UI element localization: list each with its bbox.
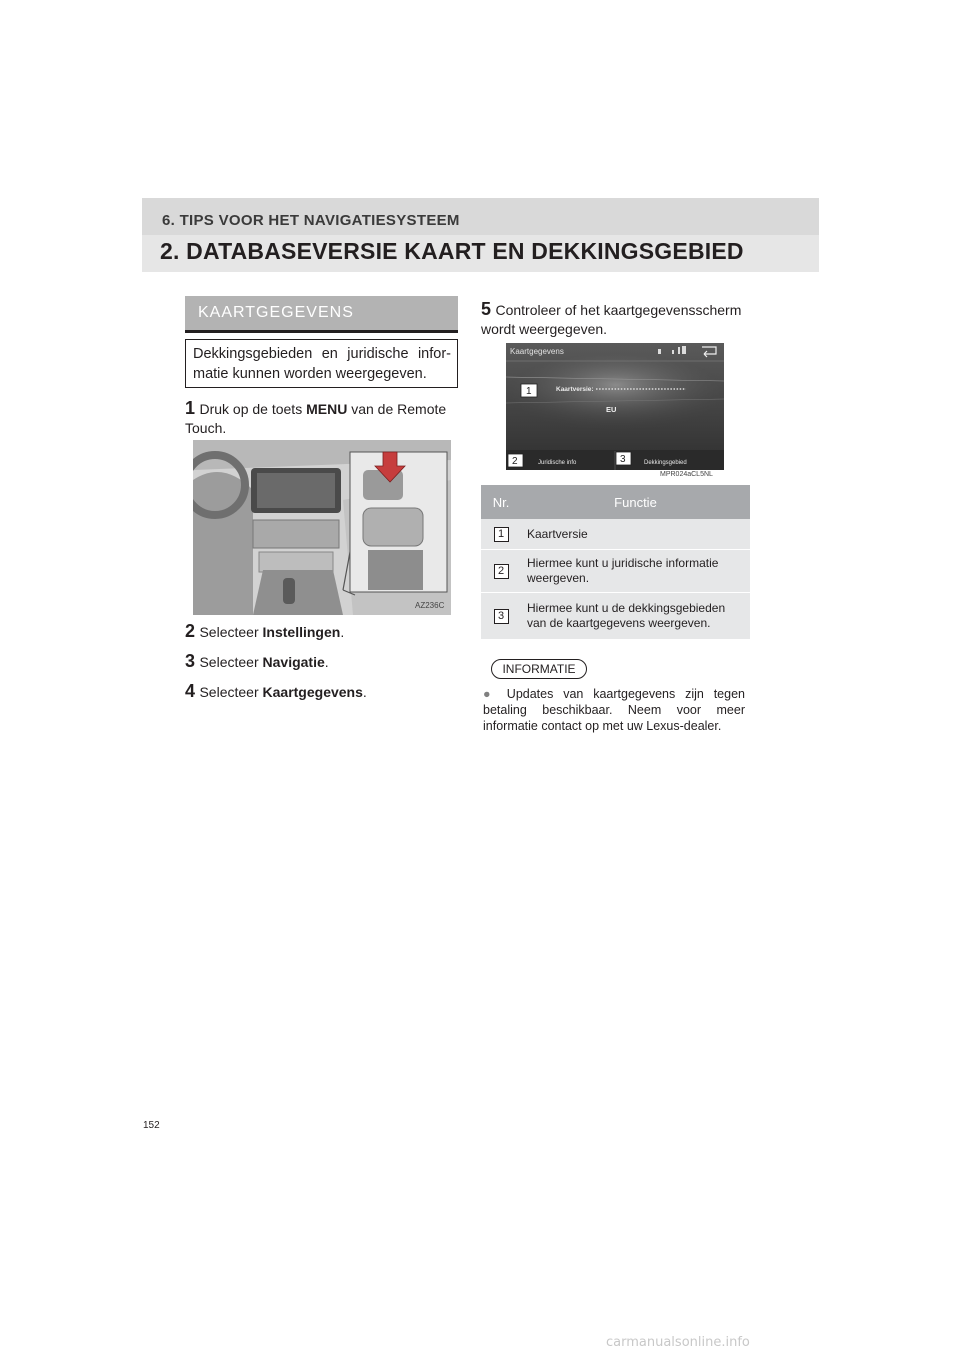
kaartgegevens-heading: KAARTGEGEVENS: [198, 304, 354, 321]
screen-title: Kaartgegevens: [510, 347, 564, 356]
version-label: Kaartversie:: [556, 386, 594, 393]
step-number: 4: [185, 681, 196, 701]
col-function: Functie: [614, 494, 657, 510]
svg-text:1: 1: [526, 386, 532, 397]
row-number: 2: [494, 564, 509, 579]
table-row: [481, 550, 750, 593]
step-text: Druk op de toets MENU van de Remote Touch.: [185, 401, 447, 436]
step-number: 2: [185, 621, 196, 641]
section-label: 6. TIPS VOOR HET NAVIGATIESYSTEEM: [162, 212, 460, 229]
step-text: Controleer of het kaartgegevensscherm wordt weergegeven.: [481, 302, 742, 337]
dashboard-photo: [193, 440, 451, 615]
legal-info-button: Juridische info: [538, 460, 577, 466]
row-number: 3: [494, 609, 509, 624]
svg-text:2: 2: [512, 456, 518, 467]
step-text: Selecteer Kaartgegevens.: [199, 684, 367, 700]
step-1: [185, 398, 458, 438]
step-3: [185, 651, 329, 672]
info-text: Updates van kaartgegevens zijn tegen betaling beschikbaar. Neem voor meer informatie contact op met uw Lexus-dealer.: [483, 687, 745, 733]
table-row: [481, 593, 750, 640]
svg-text:3: 3: [620, 454, 626, 465]
table-header: [481, 485, 750, 519]
step-2: [185, 621, 344, 642]
page-title: 2. DATABASEVERSIE KAART EN DEKKINGSGEBIED: [160, 238, 744, 264]
informatie-label: INFORMATIE: [491, 659, 587, 679]
screen-illustration: [506, 343, 724, 470]
page-number: 152: [143, 1120, 160, 1131]
row-text: Hiermee kunt u de dekkingsgebieden van de kaartgegevens weergeven.: [527, 601, 726, 630]
bullet-icon: ●: [483, 687, 497, 701]
intro-text: Dekkingsgebieden en juridische infor-matie kunnen worden weergegeven.: [193, 346, 451, 382]
table-row: [481, 519, 750, 550]
step-number: 5: [481, 299, 492, 319]
step-4: [185, 681, 367, 702]
function-table: [481, 485, 750, 640]
col-nr: Nr.: [492, 494, 510, 510]
step-number: 3: [185, 651, 196, 671]
screen-code: MPR024aCL5NL: [660, 471, 713, 478]
region-label: EU: [606, 405, 617, 414]
photo-code: AZ236C: [415, 601, 445, 610]
step-text: Selecteer Instellingen.: [199, 624, 345, 640]
step-text: Selecteer Navigatie.: [199, 654, 329, 670]
watermark[interactable]: carmanualsonline.info: [606, 1335, 750, 1350]
row-text: Kaartversie: [527, 526, 588, 541]
info-bullet: [483, 686, 745, 734]
dashboard-illustration: [193, 440, 451, 615]
row-number: 1: [494, 527, 509, 542]
map-data-screen: [506, 343, 724, 470]
row-text: Hiermee kunt u juridische informatie weergeven.: [527, 556, 719, 585]
step-number: 1: [185, 398, 196, 418]
step-5: [481, 299, 751, 339]
coverage-button: Dekkingsgebied: [644, 460, 687, 466]
